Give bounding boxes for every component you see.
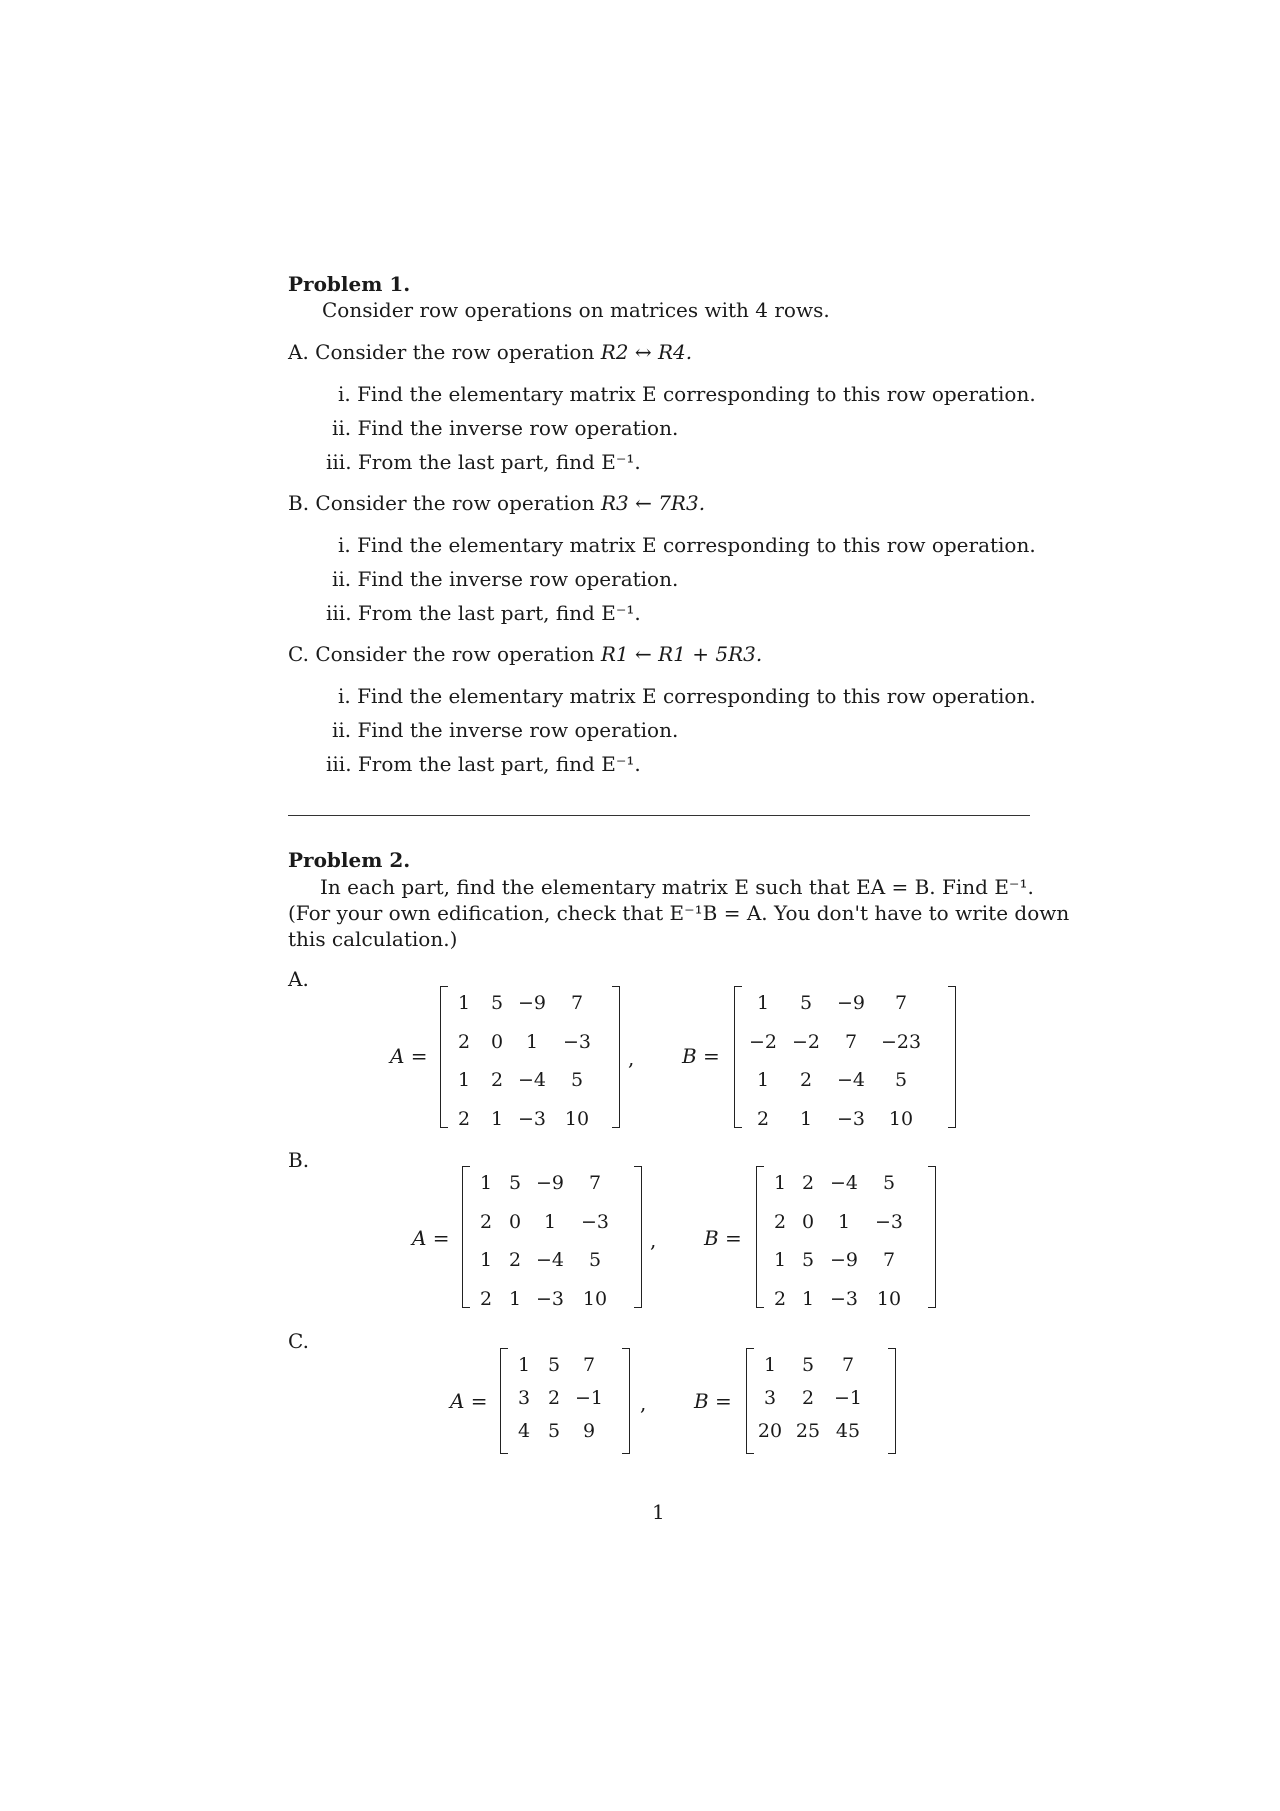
matrix-cell: 1 (799, 1107, 813, 1130)
problem-2-intro-line-1: In each part, find the elementary matrix E such that EA = B. Find E⁻¹. (320, 875, 1034, 899)
part-label: C. (288, 642, 309, 666)
matrix-cell: −4 (517, 1069, 547, 1091)
matrix-cell: 5 (882, 1172, 896, 1194)
matrix-cell: 5 (570, 1069, 584, 1091)
problem-1-intro: Consider row operations on matrices with 4 rows. (322, 298, 830, 322)
item-label: ii. (332, 416, 352, 440)
matrix-cell: 10 (564, 1107, 590, 1130)
matrix-cell: 5 (547, 1420, 561, 1442)
matrix-cell: −3 (874, 1210, 904, 1233)
problem-1-part-b (288, 491, 705, 515)
matrix-cell: 7 (582, 1354, 596, 1376)
matrix-a (500, 1348, 630, 1454)
matrix-cell: 7 (882, 1249, 896, 1271)
right-bracket (622, 1348, 630, 1454)
matrix-cell: −9 (836, 992, 866, 1014)
matrix-a (462, 1166, 642, 1308)
matrix-cell: 7 (588, 1172, 602, 1194)
matrix-cell: 2 (508, 1249, 522, 1271)
item-label: ii. (332, 567, 352, 591)
separator: , (640, 1391, 647, 1415)
list-item (332, 416, 678, 440)
matrix-cell: −9 (829, 1249, 859, 1271)
matrix-cell: 1 (517, 1354, 531, 1376)
matrix-cell: 2 (756, 1107, 770, 1130)
item-text: Find the elementary matrix E corresponding to this row operation. (357, 684, 1036, 708)
matrix-cell: 1 (525, 1030, 539, 1053)
matrix-cell: 2 (457, 1030, 471, 1053)
matrix-cell: 0 (801, 1210, 815, 1233)
matrix-cell: −2 (748, 1030, 778, 1053)
item-text: Find the inverse row operation. (357, 718, 679, 742)
matrix-cell: 2 (547, 1387, 561, 1409)
left-bracket (746, 1348, 754, 1454)
matrix-cell: 10 (888, 1107, 914, 1130)
matrix-cell: −3 (829, 1287, 859, 1310)
part-text: Consider the row operation (315, 491, 595, 515)
matrix-cell: −1 (833, 1387, 863, 1409)
matrix-cell: 5 (801, 1249, 815, 1271)
right-bracket (948, 986, 956, 1128)
matrix-cell: 3 (763, 1387, 777, 1409)
matrix-cell: 1 (773, 1172, 787, 1194)
problem-1-part-c (288, 642, 762, 666)
matrix-b (746, 1348, 896, 1454)
problem-2-part-c-label: C. (288, 1329, 309, 1353)
matrix-cell: 5 (490, 992, 504, 1014)
item-text: Find the elementary matrix E corresponding to this row operation. (357, 533, 1036, 557)
left-bracket (440, 986, 448, 1128)
separator: , (628, 1046, 635, 1070)
matrix-a-label: A = (390, 1044, 428, 1068)
matrix-cell: 7 (841, 1354, 855, 1376)
problem-2-intro-line-2: (For your own edification, check that E⁻¹B = A. You don't have to write down (288, 901, 1070, 925)
matrix-cell: 1 (457, 1069, 471, 1091)
right-bracket (634, 1166, 642, 1308)
item-text: Find the inverse row operation. (357, 567, 679, 591)
matrix-cell: 7 (844, 1030, 858, 1053)
matrix-cell: 2 (490, 1069, 504, 1091)
left-bracket (462, 1166, 470, 1308)
list-item (332, 718, 678, 742)
item-label: iii. (326, 601, 352, 625)
section-divider (288, 815, 1030, 816)
part-text: Consider the row operation (315, 340, 595, 364)
matrix-cell: 5 (799, 992, 813, 1014)
item-text: From the last part, find E⁻¹. (357, 752, 641, 776)
matrix-cell: 7 (570, 992, 584, 1014)
item-text: From the last part, find E⁻¹. (357, 450, 641, 474)
matrix-cell: 25 (795, 1420, 821, 1442)
list-item (338, 382, 1036, 406)
list-item (338, 533, 1036, 557)
matrix-cell: 0 (508, 1210, 522, 1233)
list-item (326, 450, 641, 474)
matrix-cell: 5 (508, 1172, 522, 1194)
matrix-cell: −4 (829, 1172, 859, 1194)
row-operation: R1 ← R1 + 5R3. (600, 642, 763, 666)
part-label: B. (288, 491, 310, 515)
matrix-cell: 20 (757, 1420, 783, 1442)
matrix-cell: 1 (490, 1107, 504, 1130)
right-bracket (928, 1166, 936, 1308)
matrix-cell: 3 (517, 1387, 531, 1409)
item-text: From the last part, find E⁻¹. (357, 601, 641, 625)
matrix-cell: 4 (517, 1420, 531, 1442)
matrix-cell: −3 (562, 1030, 592, 1053)
matrix-cell: 1 (543, 1210, 557, 1233)
left-bracket (734, 986, 742, 1128)
left-bracket (756, 1166, 764, 1308)
matrix-cell: 2 (773, 1210, 787, 1233)
problem-1-part-a (288, 340, 692, 364)
matrix-b-label: B = (694, 1389, 732, 1413)
separator: , (650, 1228, 657, 1252)
matrix-a-label: A = (450, 1389, 488, 1413)
matrix-cell: 2 (457, 1107, 471, 1130)
list-item (326, 601, 641, 625)
right-bracket (888, 1348, 896, 1454)
matrix-cell: −3 (580, 1210, 610, 1233)
matrix-cell: 1 (479, 1249, 493, 1271)
item-label: i. (338, 533, 351, 557)
matrix-cell: 1 (756, 1069, 770, 1091)
matrix-cell: −2 (791, 1030, 821, 1053)
matrix-cell: 10 (582, 1287, 608, 1310)
matrix-cell: 7 (894, 992, 908, 1014)
list-item (338, 684, 1036, 708)
right-bracket (612, 986, 620, 1128)
part-text: Consider the row operation (315, 642, 595, 666)
problem-2-part-b-label: B. (288, 1148, 310, 1172)
matrix-cell: 0 (490, 1030, 504, 1053)
matrix-cell: 2 (479, 1210, 493, 1233)
item-text: Find the inverse row operation. (357, 416, 679, 440)
matrix-cell: −9 (535, 1172, 565, 1194)
matrix-cell: 1 (479, 1172, 493, 1194)
matrix-cell: 1 (756, 992, 770, 1014)
matrix-cell: 5 (894, 1069, 908, 1091)
matrix-cell: −3 (535, 1287, 565, 1310)
matrix-b (756, 1166, 936, 1308)
page-number: 1 (652, 1500, 665, 1524)
matrix-a (440, 986, 620, 1128)
matrix-cell: −9 (517, 992, 547, 1014)
row-operation: R2 ↔ R4. (600, 340, 693, 364)
item-label: iii. (326, 450, 352, 474)
matrix-cell: 9 (582, 1420, 596, 1442)
item-label: i. (338, 684, 351, 708)
matrix-cell: 1 (837, 1210, 851, 1233)
matrix-a-label: A = (412, 1226, 450, 1250)
matrix-cell: −23 (880, 1030, 922, 1053)
left-bracket (500, 1348, 508, 1454)
matrix-cell: −4 (535, 1249, 565, 1271)
matrix-cell: 2 (799, 1069, 813, 1091)
list-item (332, 567, 678, 591)
matrix-cell: 1 (508, 1287, 522, 1310)
problem-2-part-a-label: A. (288, 967, 309, 991)
matrix-cell: 2 (479, 1287, 493, 1310)
matrix-cell: 1 (763, 1354, 777, 1376)
matrix-b-label: B = (682, 1044, 720, 1068)
matrix-cell: −3 (836, 1107, 866, 1130)
matrix-cell: 5 (588, 1249, 602, 1271)
matrix-b-label: B = (704, 1226, 742, 1250)
matrix-cell: 1 (457, 992, 471, 1014)
item-text: Find the elementary matrix E corresponding to this row operation. (357, 382, 1036, 406)
matrix-cell: 2 (801, 1387, 815, 1409)
matrix-cell: 1 (801, 1287, 815, 1310)
item-label: ii. (332, 718, 352, 742)
matrix-cell: 2 (773, 1287, 787, 1310)
part-label: A. (288, 340, 309, 364)
matrix-b (734, 986, 956, 1128)
matrix-cell: 5 (801, 1354, 815, 1376)
item-label: i. (338, 382, 351, 406)
problem-2-heading: Problem 2. (288, 848, 411, 872)
matrix-cell: 2 (801, 1172, 815, 1194)
matrix-cell: 45 (835, 1420, 861, 1442)
item-label: iii. (326, 752, 352, 776)
matrix-cell: 1 (773, 1249, 787, 1271)
list-item (326, 752, 641, 776)
matrix-cell: −4 (836, 1069, 866, 1091)
row-operation: R3 ← 7R3. (600, 491, 706, 515)
matrix-cell: 5 (547, 1354, 561, 1376)
matrix-cell: −3 (517, 1107, 547, 1130)
problem-1-heading: Problem 1. (288, 272, 411, 296)
problem-2-intro-line-3: this calculation.) (288, 927, 458, 951)
matrix-cell: −1 (574, 1387, 604, 1409)
matrix-cell: 10 (876, 1287, 902, 1310)
